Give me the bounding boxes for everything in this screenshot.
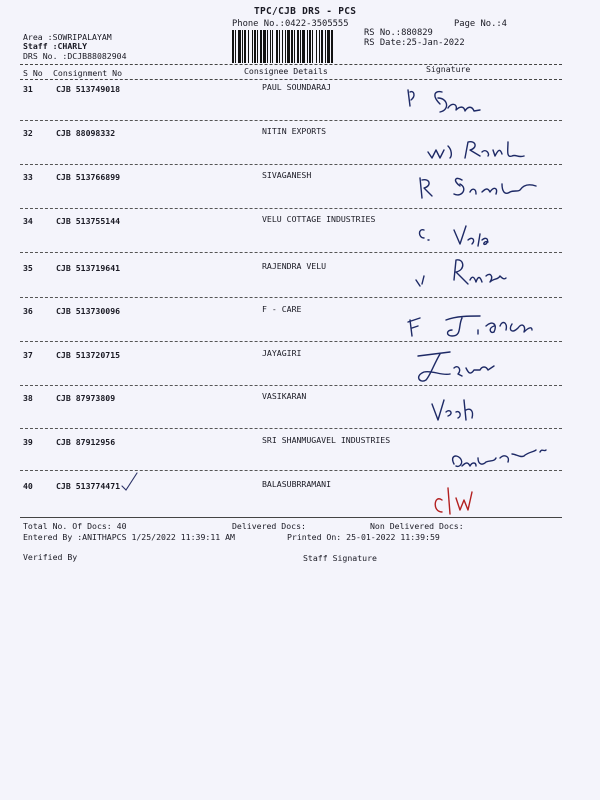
- barcode-bar: [260, 30, 262, 63]
- area-label: Area :SOWRIPALAYAM: [23, 32, 112, 42]
- check-mark-icon: [120, 470, 140, 492]
- signature-stroke: [432, 400, 473, 420]
- barcode-bar: [294, 30, 295, 63]
- signature-stroke: [428, 146, 451, 158]
- barcode-bar: [232, 30, 234, 63]
- row-sno: 33: [23, 172, 33, 182]
- row-consignment: CJB 513730096: [56, 306, 121, 316]
- row-consignment: CJB 513766899: [56, 172, 121, 182]
- row-consignment: CJB 88098332: [56, 128, 116, 138]
- barcode-bar: [235, 30, 236, 63]
- document-title: TPC/CJB DRS - PCS: [254, 6, 357, 17]
- printed-on: Printed On: 25-01-2022 11:39:59: [287, 532, 440, 542]
- verified-by-label: Verified By: [23, 552, 78, 562]
- row-sno: 35: [23, 263, 33, 273]
- row-consignment: CJB 513774471: [56, 481, 121, 491]
- barcode-bar: [263, 30, 266, 63]
- barcode-bar: [297, 30, 299, 63]
- row-sno: 36: [23, 306, 33, 316]
- barcode-bar: [302, 30, 305, 63]
- barcode-bar: [248, 30, 249, 63]
- row-consignment: CJB 513749018: [56, 84, 121, 94]
- row-consignee: VELU COTTAGE INDUSTRIES: [262, 214, 376, 224]
- row-consignee: RAJENDRA VELU: [262, 261, 327, 271]
- rs-number: RS No.:880829: [364, 28, 433, 38]
- phone-number: Phone No.:0422-3505555: [232, 19, 349, 29]
- signature-stroke: [408, 90, 414, 106]
- entered-by: Entered By :ANITHAPCS 1/25/2022 11:39:11 AM: [23, 532, 235, 542]
- row-consignee: SRI SHANMUGAVEL INDUSTRIES: [262, 435, 391, 445]
- signature-stroke: [408, 318, 420, 336]
- row-consignment: CJB 87973809: [56, 393, 116, 403]
- row-consignment: CJB 513720715: [56, 350, 121, 360]
- staff-label: Staff :CHARLY: [23, 41, 88, 51]
- row-consignee: F - CARE: [262, 304, 302, 314]
- row-sno: 34: [23, 216, 33, 226]
- barcode-bar: [331, 30, 333, 63]
- barcode-bar: [257, 30, 258, 63]
- barcode-bar: [319, 30, 320, 63]
- barcode-bar: [270, 30, 271, 63]
- barcode: [232, 30, 356, 63]
- handwritten-signatures: [390, 80, 560, 520]
- barcode-bar: [321, 30, 323, 63]
- signature-stroke: [435, 488, 472, 514]
- signature-stroke: [420, 230, 430, 240]
- row-consignment: CJB 513755144: [56, 216, 121, 226]
- rs-date: RS Date:25-Jan-2022: [364, 38, 465, 48]
- signature-stroke: [453, 450, 546, 466]
- row-consignee: BALASUBRRAMANI: [262, 479, 332, 489]
- barcode-bar: [276, 30, 278, 63]
- barcode-bar: [244, 30, 246, 63]
- barcode-bar: [285, 30, 286, 63]
- row-consignee: NITIN EXPORTS: [262, 126, 327, 136]
- row-sno: 39: [23, 437, 33, 447]
- column-header-consignee: Consignee Details: [244, 66, 328, 76]
- barcode-bar: [267, 30, 268, 63]
- signature-stroke: [454, 178, 536, 195]
- non-delivered-docs: Non Delivered Docs:: [370, 521, 464, 531]
- footer-divider: [20, 517, 562, 518]
- barcode-bar: [287, 30, 290, 63]
- barcode-bar: [307, 30, 308, 63]
- barcode-bar: [291, 30, 293, 63]
- barcode-bar: [238, 30, 241, 63]
- barcode-bar: [309, 30, 311, 63]
- row-sno: 31: [23, 84, 33, 94]
- row-sno: 38: [23, 393, 33, 403]
- row-consignee: SIVAGANESH: [262, 170, 312, 180]
- column-header-sno: S No: [23, 68, 43, 78]
- barcode-bar: [316, 30, 317, 63]
- row-consignment: CJB 513719641: [56, 263, 121, 273]
- column-header-signature: Signature: [426, 64, 471, 74]
- column-header-consignment: Consignment No: [53, 68, 123, 78]
- delivered-docs: Delivered Docs:: [232, 521, 306, 531]
- row-sno: 37: [23, 350, 33, 360]
- page-number: Page No.:4: [454, 19, 507, 29]
- signature-stroke: [465, 142, 524, 158]
- header-divider: [20, 64, 562, 65]
- drs-number: DRS No. :DCJB88082904: [23, 51, 127, 61]
- barcode-bar: [242, 30, 243, 63]
- barcode-bar: [327, 30, 330, 63]
- barcode-bar: [272, 30, 273, 63]
- signature-stroke: [454, 260, 506, 284]
- staff-signature-label: Staff Signature: [303, 553, 377, 563]
- barcode-bar: [282, 30, 283, 63]
- barcode-bar: [252, 30, 253, 63]
- signature-stroke: [420, 178, 432, 198]
- row-consignee: JAYAGIRI: [262, 348, 302, 358]
- barcode-bar: [300, 30, 301, 63]
- row-consignee: PAUL SOUNDARAJ: [262, 82, 332, 92]
- row-sno: 32: [23, 128, 33, 138]
- signature-stroke: [416, 276, 424, 286]
- row-consignee: VASIKARAN: [262, 391, 307, 401]
- signature-stroke: [435, 92, 480, 112]
- row-consignment: CJB 87912956: [56, 437, 116, 447]
- barcode-bar: [312, 30, 313, 63]
- signature-stroke: [446, 316, 532, 336]
- barcode-bar: [254, 30, 256, 63]
- total-docs: Total No. Of Docs: 40: [23, 521, 127, 531]
- signature-stroke: [454, 226, 488, 246]
- barcode-bar: [325, 30, 326, 63]
- signature-stroke: [418, 352, 494, 381]
- row-sno: 40: [23, 481, 33, 491]
- barcode-bar: [279, 30, 280, 63]
